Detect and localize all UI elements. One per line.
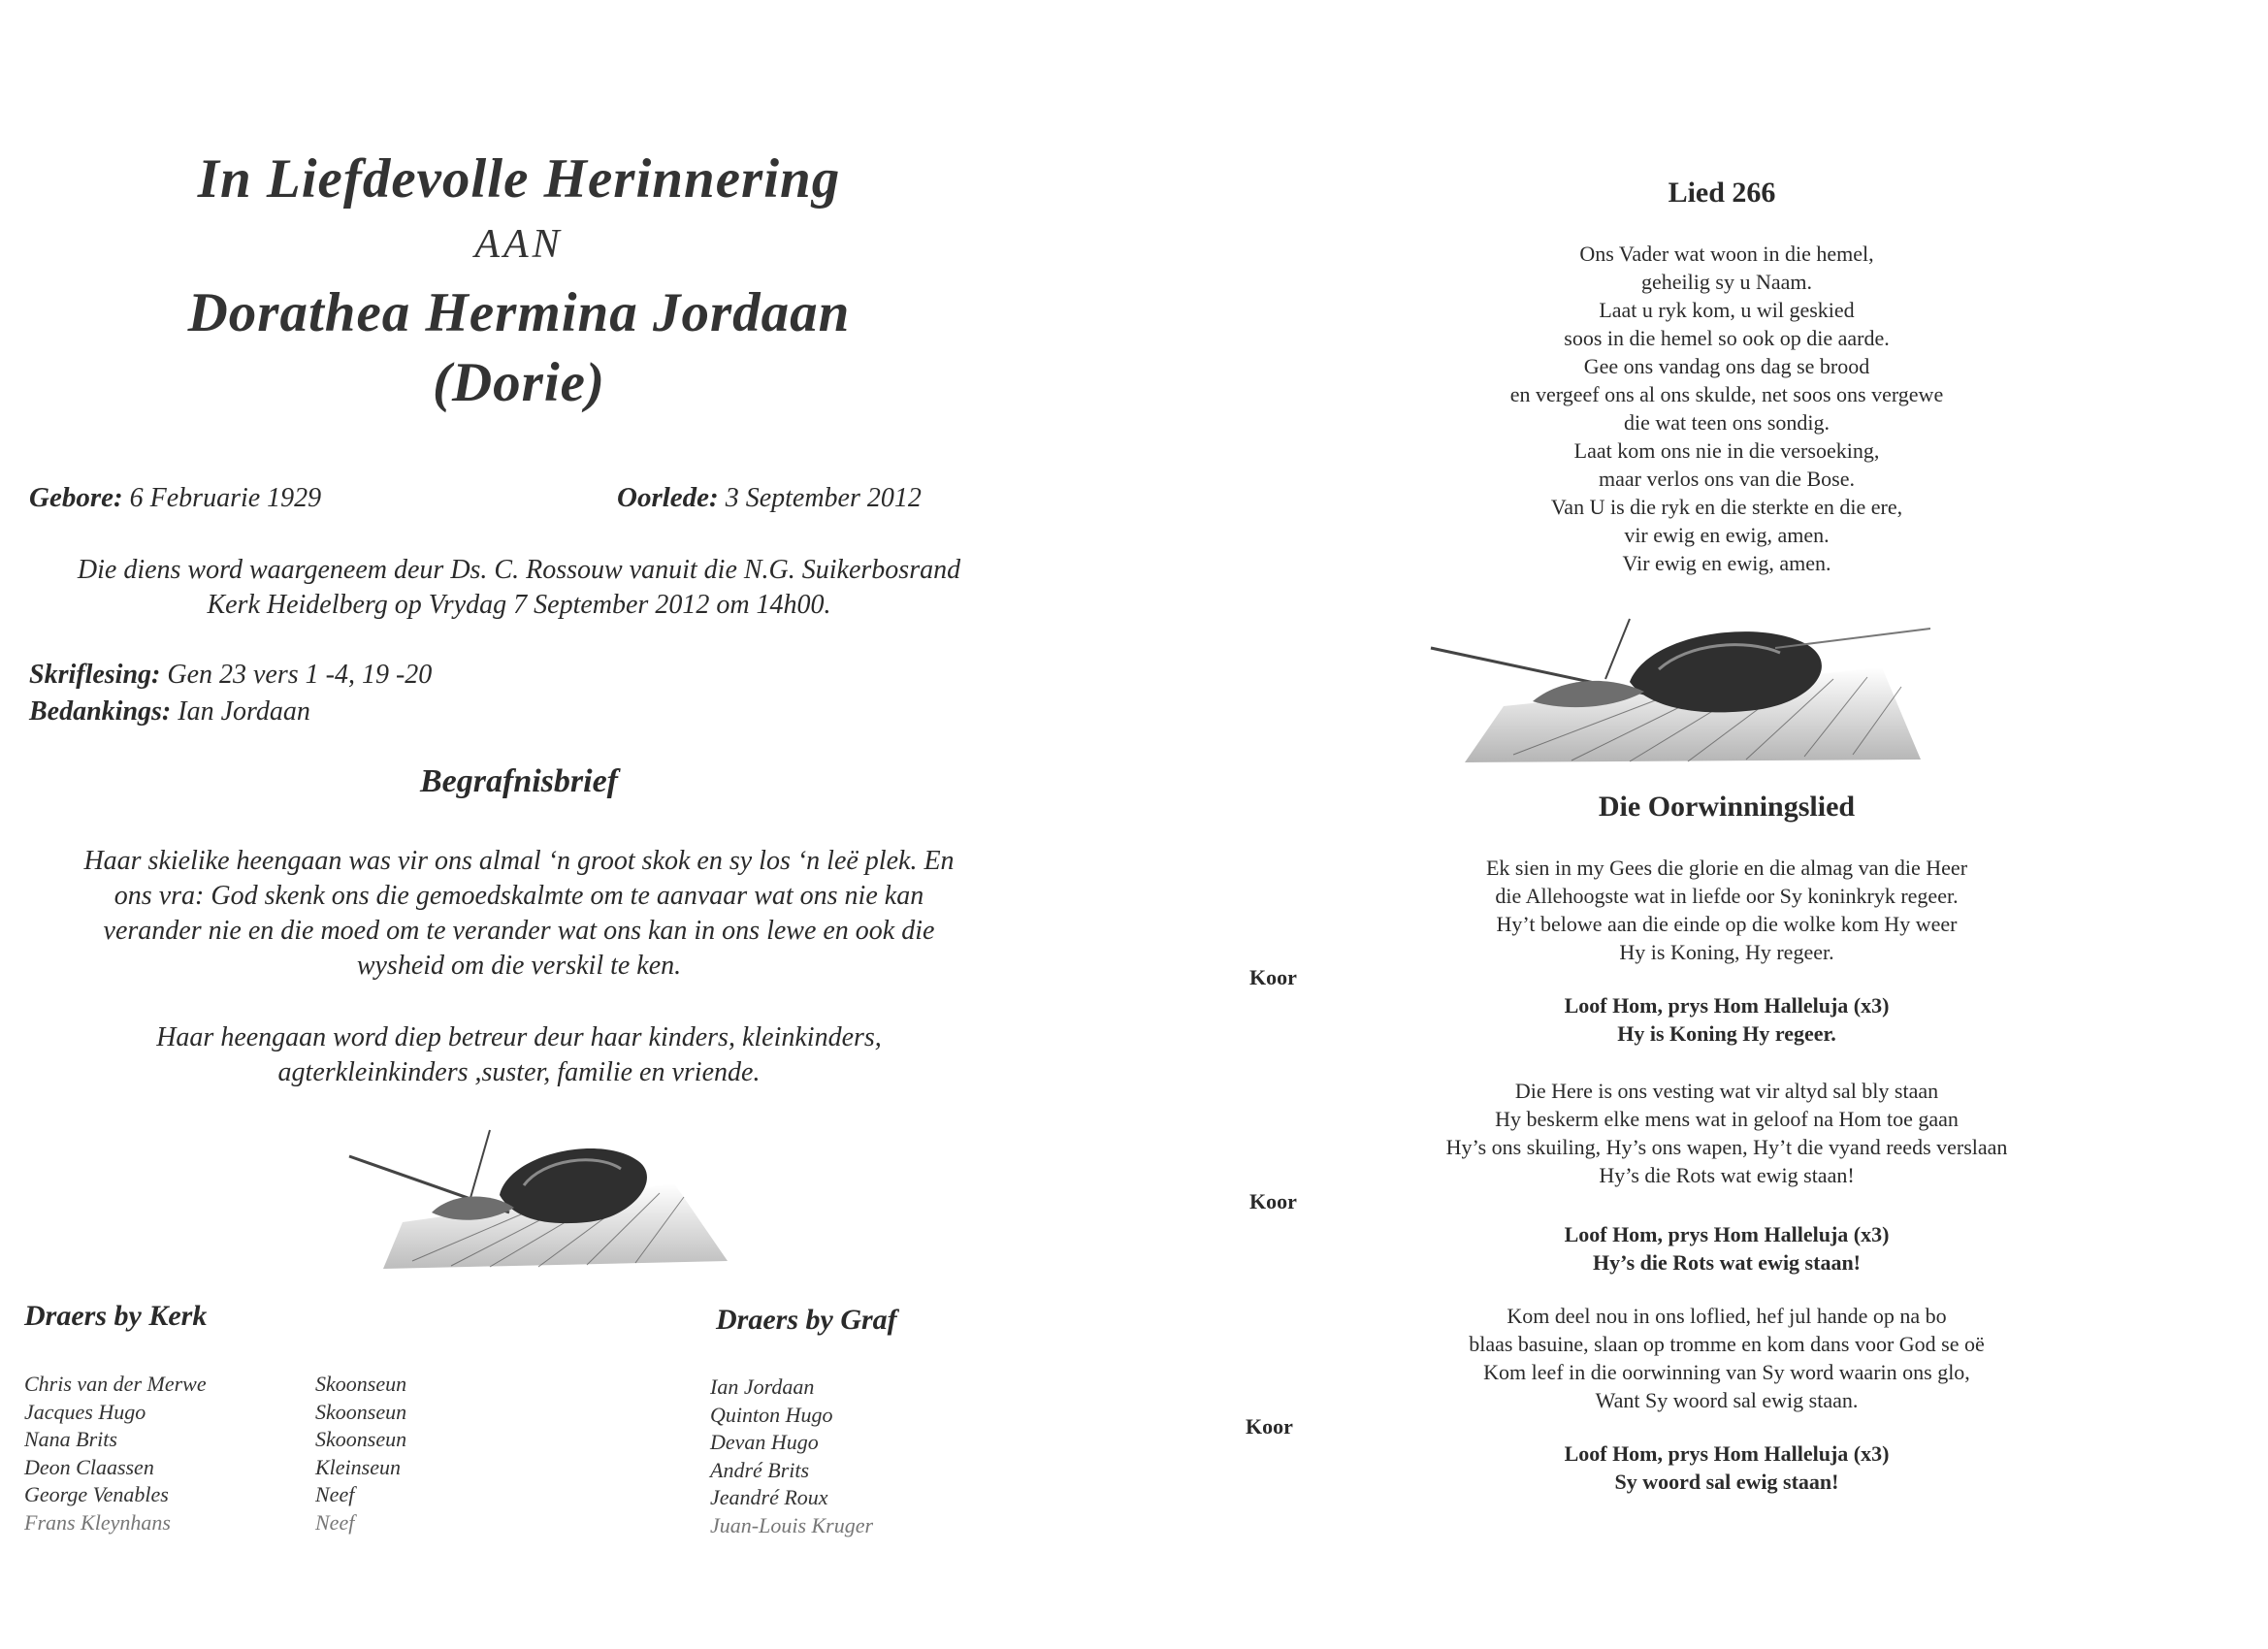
list-item: Skoonseun	[315, 1427, 407, 1451]
hymn-line: maar verlos ons van die Bose.	[1599, 467, 1855, 491]
list-item: George Venables	[24, 1482, 169, 1506]
chorus-line: Loof Hom, prys Hom Halleluja (x3)	[1564, 993, 1890, 1018]
verse-line: Kom leef in die oorwinning van Sy word waarin ons glo,	[1483, 1360, 1970, 1384]
letter-heading: Begrafnisbrief	[420, 763, 618, 799]
chorus-line: Sy woord sal ewig staan!	[1614, 1470, 1839, 1494]
letter-p2-line: Haar heengaan word diep betreur deur haar kinders, kleinkinders,	[156, 1022, 882, 1052]
bearers-church-heading: Draers by Kerk	[24, 1300, 208, 1332]
bearers-grave-heading: Draers by Graf	[716, 1304, 897, 1336]
chorus-label: Koor	[1246, 1414, 1293, 1439]
hymn-text	[1426, 240, 2027, 577]
list-item: Neef	[315, 1509, 355, 1535]
service-line-1: Die diens word waargeneem deur Ds. C. Rossouw vanuit die N.G. Suikerbosrand	[77, 555, 961, 585]
service-line-2: Kerk Heidelberg op Vrydag 7 September 2012 om 14h00.	[207, 590, 831, 620]
letter-paragraph-1	[29, 844, 1009, 984]
hymn-line: Vir ewig en ewig, amen.	[1622, 551, 1831, 575]
died-value: 3 September 2012	[725, 483, 922, 513]
chorus-line: Hy is Koning Hy regeer.	[1617, 1021, 1836, 1046]
deceased-nickname: (Dorie)	[433, 352, 605, 413]
letter-p2-line: agterkleinkinders ,suster, familie en vriende.	[277, 1057, 761, 1087]
hymn-line: Ons Vader wat woon in die hemel,	[1579, 242, 1874, 266]
hymn-line: en vergeef ons al ons skulde, net soos ons vergewe	[1509, 382, 1944, 406]
list-item: Neef	[315, 1482, 355, 1506]
born-value: 6 Februarie 1929	[129, 483, 322, 513]
chorus-line: Loof Hom, prys Hom Halleluja (x3)	[1564, 1222, 1890, 1246]
list-item: Frans Kleynhans	[24, 1509, 171, 1535]
verse-line: Kom deel nou in ons loflied, hef jul hande op na bo	[1507, 1304, 1947, 1328]
reading-line	[29, 658, 432, 693]
song-chorus-2	[1358, 1220, 2095, 1277]
chorus-label: Koor	[1249, 965, 1297, 989]
list-item: Skoonseun	[315, 1399, 407, 1424]
chorus-label: Koor	[1249, 1189, 1297, 1213]
list-item: Skoonseun	[315, 1372, 407, 1396]
song-verse-2	[1358, 1077, 2095, 1189]
song-chorus-1	[1358, 991, 2095, 1048]
list-item: Chris van der Merwe	[24, 1372, 207, 1396]
letter-p1-line: ons vra: God skenk ons die gemoedskalmte om te aanvaar wat ons nie kan	[113, 881, 924, 911]
bearers-church-relations	[315, 1372, 406, 1537]
hymn-line: Laat kom ons nie in die versoeking,	[1573, 438, 1880, 463]
verse-line: Hy beskerm elke mens wat in geloof na Hom toe gaan	[1495, 1107, 1959, 1131]
hymn-line: geheilig sy u Naam.	[1641, 270, 1812, 294]
letter-p1-line: wysheid om die verskil te ken.	[356, 951, 682, 981]
list-item: Jacques Hugo	[24, 1399, 146, 1424]
list-item: Jeandré Roux	[710, 1485, 828, 1509]
list-item: André Brits	[710, 1457, 810, 1482]
hymn-title: Lied 266	[1668, 177, 1776, 209]
chorus-line: Hy’s die Rots wat ewig staan!	[1593, 1250, 1861, 1275]
service-details	[29, 553, 1009, 623]
verse-line: blaas basuine, slaan op tromme en kom dans voor God se oë	[1469, 1332, 1985, 1356]
hymn-line: soos in die hemel so ook op die aarde.	[1564, 326, 1890, 350]
list-item: Ian Jordaan	[710, 1374, 815, 1399]
song-verse-1	[1358, 854, 2095, 966]
letter-p1-line: Haar skielike heengaan was vir ons almal ‘n groot skok en sy los ‘n leë plek. En	[83, 846, 955, 876]
bearers-grave-names	[710, 1374, 873, 1540]
list-item: Quinton Hugo	[710, 1402, 833, 1427]
verse-line: Hy is Koning, Hy regeer.	[1619, 940, 1834, 964]
verse-line: Die Here is ons vesting wat vir altyd sal bly staan	[1514, 1079, 1939, 1103]
song-verse-3	[1358, 1302, 2095, 1414]
list-item: Juan-Louis Kruger	[710, 1512, 874, 1537]
hymn-line: die wat teen ons sondig.	[1623, 410, 1831, 435]
bearers-church-names	[24, 1372, 207, 1537]
letter-paragraph-2	[29, 1020, 1009, 1090]
chorus-line: Loof Hom, prys Hom Halleluja (x3)	[1564, 1441, 1890, 1466]
rose-on-wood-picture-icon	[344, 1116, 732, 1271]
hymn-line: vir ewig en ewig, amen.	[1624, 523, 1830, 547]
reading-label: Skriflesing:	[29, 660, 161, 690]
title-line-1: In Liefdevolle Herinnering	[197, 148, 841, 210]
song-title: Die Oorwinningslied	[1598, 791, 1856, 823]
died-line	[617, 482, 922, 514]
list-item: Deon Claassen	[24, 1454, 154, 1479]
verse-line: Want Sy woord sal ewig staan.	[1595, 1388, 1859, 1412]
hymn-line: Gee ons vandag ons dag se brood	[1583, 354, 1870, 378]
thanks-label: Bedankings:	[29, 696, 172, 727]
deceased-name: Dorathea Hermina Jordaan	[187, 282, 851, 343]
thanks-value: Ian Jordaan	[178, 696, 310, 727]
hymn-line: Laat u ryk kom, u wil geskied	[1599, 298, 1855, 322]
title-line-2: AAN	[474, 222, 564, 267]
reading-value: Gen 23 vers 1 -4, 19 -20	[167, 660, 433, 690]
verse-line: Ek sien in my Gees die glorie en die almag van die Heer	[1485, 856, 1968, 880]
thanks-line	[29, 695, 310, 729]
verse-line: Hy’s die Rots wat ewig staan!	[1599, 1163, 1855, 1187]
verse-line: Hy’t belowe aan die einde op die wolke kom Hy weer	[1496, 912, 1958, 936]
verse-line: die Allehoogste wat in liefde oor Sy koninkryk regeer.	[1495, 884, 1959, 908]
list-item: Nana Brits	[24, 1427, 117, 1451]
verse-line: Hy’s ons skuiling, Hy’s ons wapen, Hy’t die vyand reeds verslaan	[1445, 1135, 2008, 1159]
song-chorus-3	[1358, 1439, 2095, 1496]
hymn-line: Van U is die ryk en die sterkte en die ere,	[1550, 495, 1903, 519]
list-item: Kleinseun	[315, 1454, 401, 1479]
born-label: Gebore:	[29, 482, 123, 513]
letter-p1-line: verander nie en die moed om te verander wat ons kan in ons lewe en ook die	[103, 916, 935, 946]
rose-on-wood-picture-icon	[1426, 609, 1930, 764]
list-item: Devan Hugo	[710, 1430, 819, 1454]
born-line	[29, 482, 321, 514]
died-label: Oorlede:	[617, 482, 719, 513]
